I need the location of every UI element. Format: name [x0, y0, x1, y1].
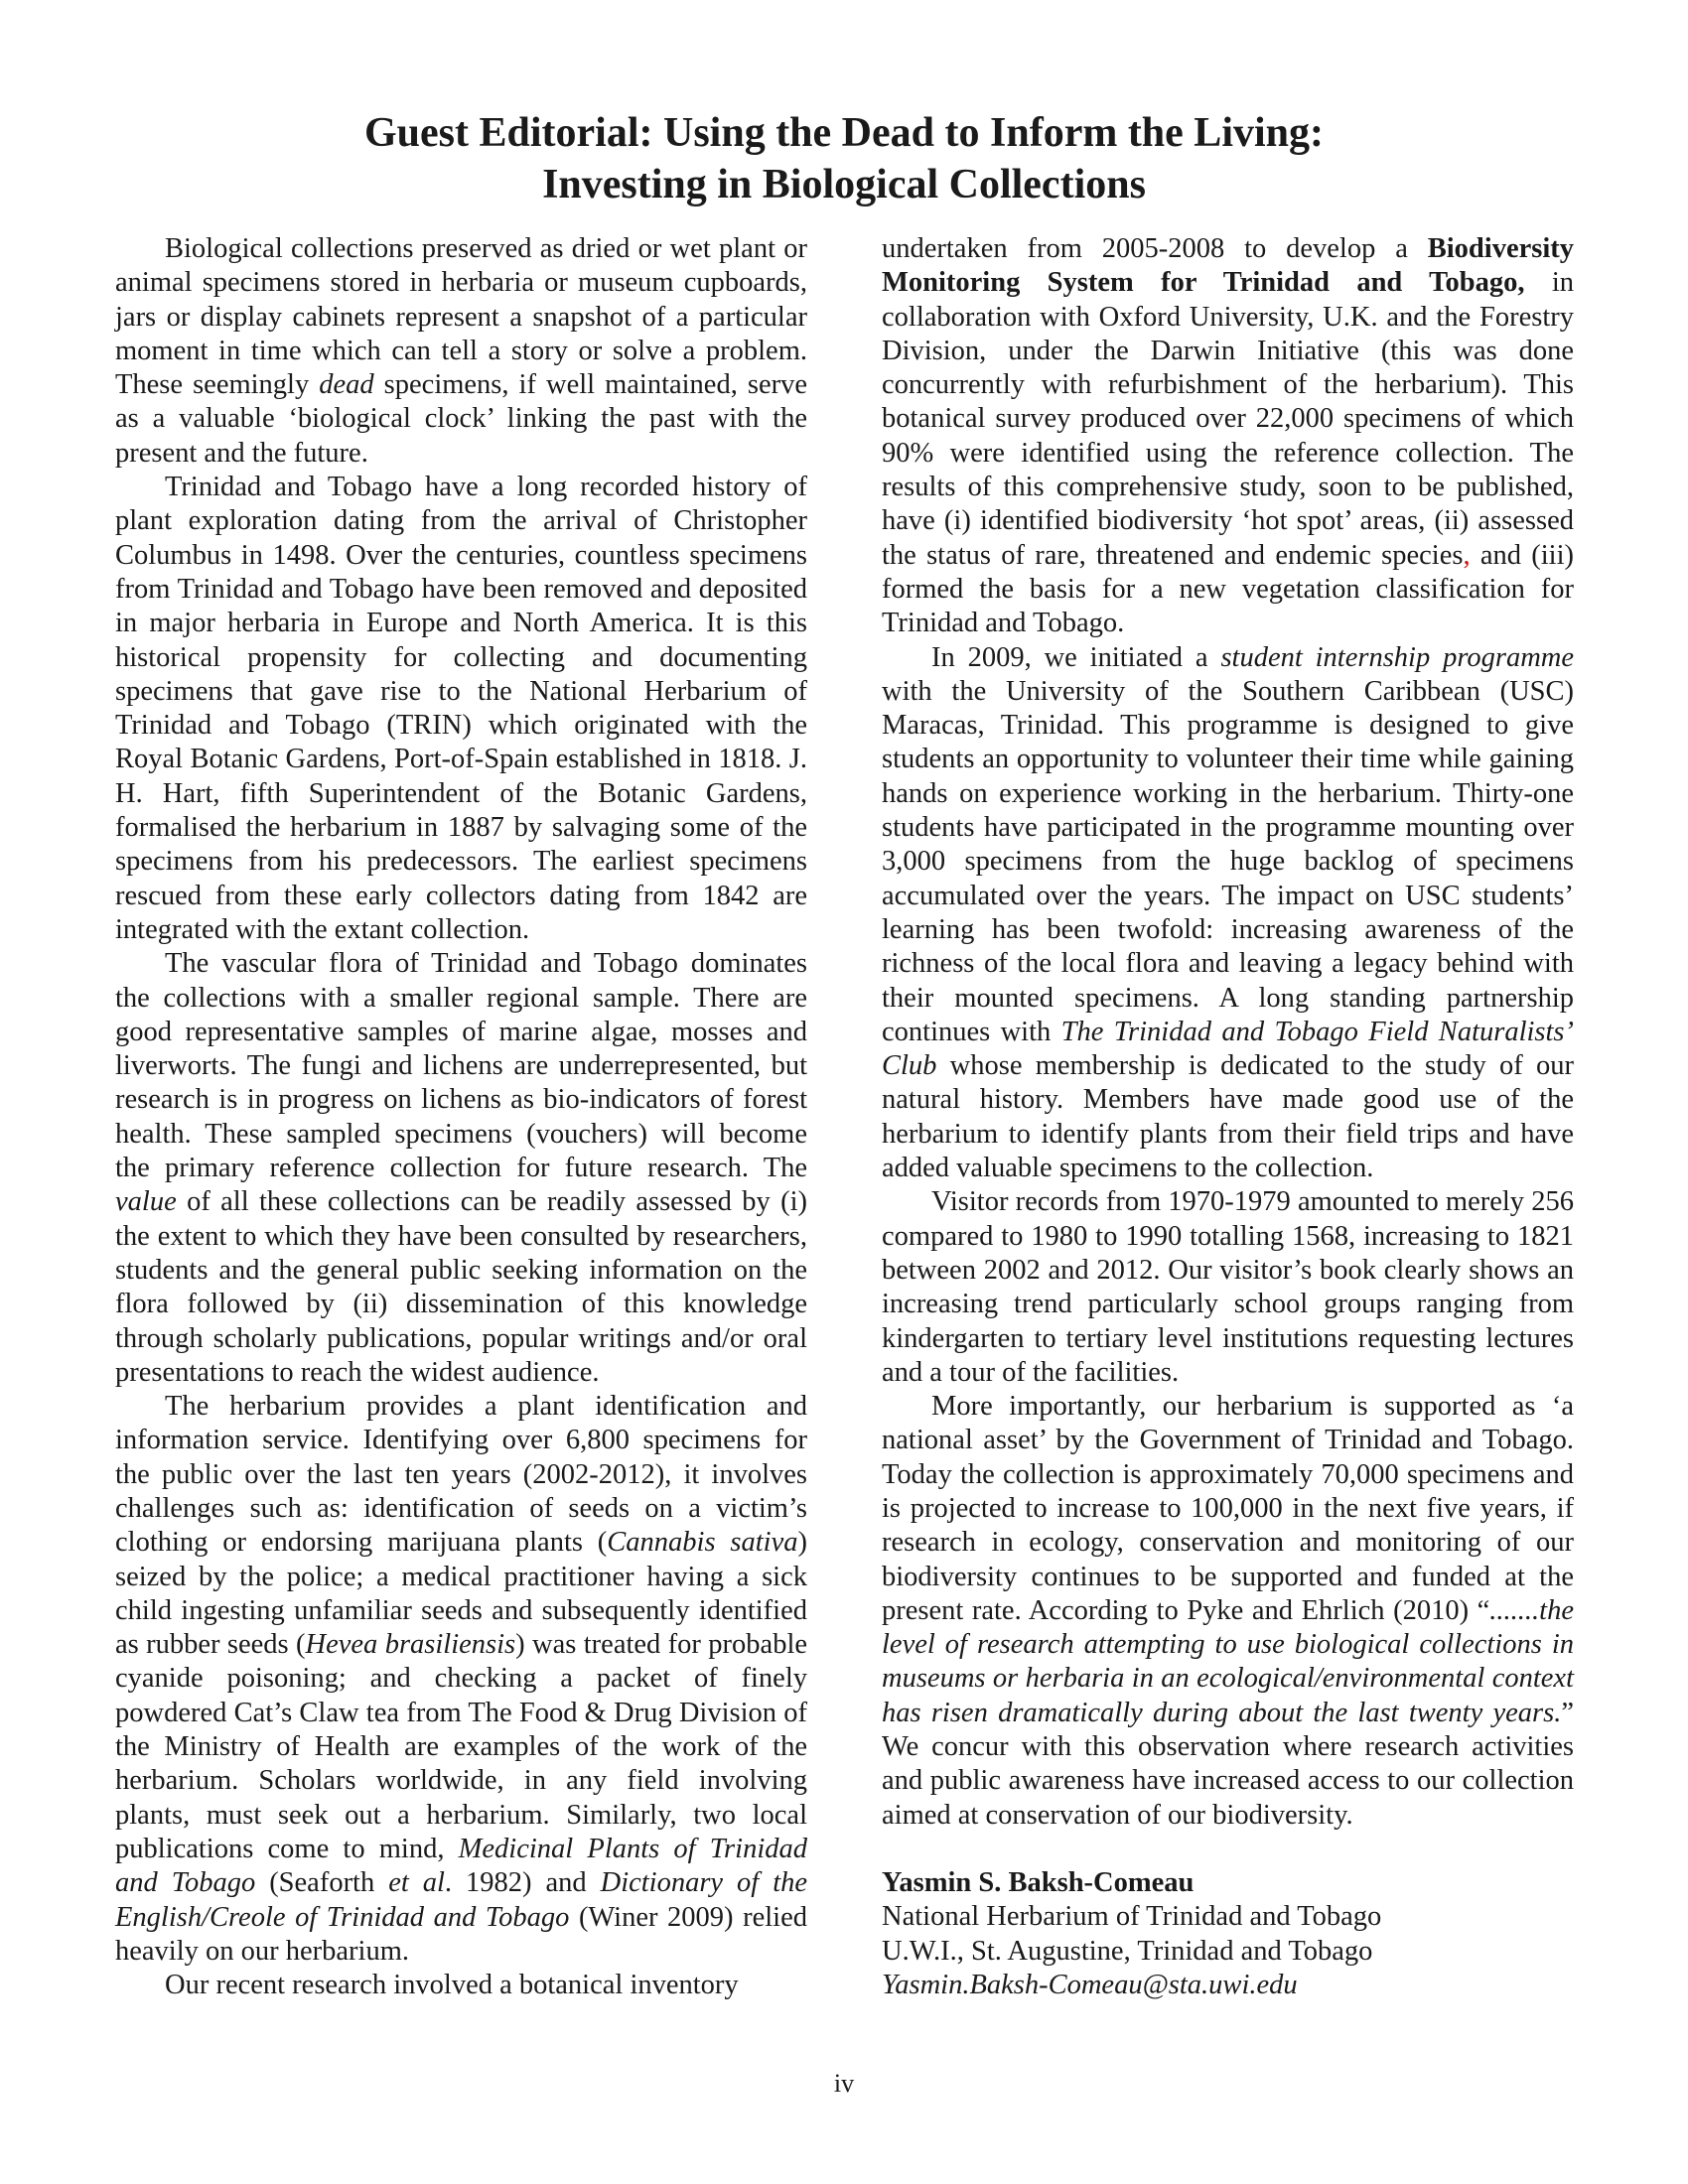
italic-run: Medicinal Plants of Trinidad and Tobago — [115, 1833, 807, 1899]
author-name: Yasmin S. Baksh-Comeau — [882, 1866, 1195, 1898]
highlighted-comma: , — [1463, 539, 1471, 571]
text-run: undertaken from 2005-2008 to develop a — [882, 233, 1428, 264]
paragraph-biological-collections — [115, 232, 807, 471]
italic-run: student internship programme — [1220, 641, 1575, 673]
right-column — [882, 232, 1574, 2002]
italic-run: Dictionary of the English/Creole of Trinidad and Tobago — [115, 1867, 808, 1933]
paragraph-identification-service — [115, 1390, 807, 1969]
text-run: More importantly, our herbarium is supported as ‘a national asset’ by the Government of Trinidad and Tobago. Today the collection is approximately 70,000 specimens and is projected to increase to 100,000 in the next five years, if research in ecology, conservation and monitoring of our biodiversity continues to be supported and funded at the present rate. According to Pyke and Ehrlich (2010) “ — [882, 1391, 1574, 1626]
italic-quote: .......the level of research attempting to use biological collections in museums or herbaria in an ecological/environmental context has risen dramatically during about the last twenty years. — [882, 1594, 1574, 1728]
paragraph-biodiversity-monitoring — [882, 232, 1574, 641]
text-run: Biological collections preserved as dried or wet plant or animal specimens stored in herbaria or museum cupboards, jars or display cabinets represent a snapshot of a particular moment in time which can tell a story or solve a problem. These seemingly — [115, 233, 807, 401]
italic-run: value — [115, 1186, 177, 1218]
text-run: ) was treated for probable cyanide poisoning; and checking a packet of finely powdered Cat’s Claw tea from The Food & Drug Division of the Ministry of Health are examples of the work of the herbarium. Scholars worldwide, in any field involving plants, must seek out a herbarium. Similarly, two local publications come to mind, — [115, 1629, 808, 1864]
text-run: (Seaforth — [255, 1867, 389, 1899]
text-run: in collaboration with Oxford University, U.K. and the Forestry Division, under the Darwin Initiative (this was done concurrently with refurbishment of the herbarium). This botanical survey produced over 22,000 specimens of which 90% were identified using the reference collection. The results of this comprehensive study, soon to be published, have (i) identified biodiversity ‘hot spot’ areas, (ii) assessed the status of rare, threatened and endemic species — [882, 267, 1574, 571]
text-run: (Winer 2009) relied heavily on our herbarium. — [115, 1901, 807, 1967]
text-run: ) seized by the police; a medical practitioner having a sick child ingesting unfamiliar seeds and subsequently identified as rubber seeds ( — [115, 1527, 807, 1661]
title-line-1: Guest Editorial: Using the Dead to Inform the Living: — [364, 110, 1324, 156]
text-run: whose membership is dedicated to the study of our natural history. Members have made good use of the herbarium to identify plants from their field trips and have added valuable specimens to the collection. — [882, 1050, 1574, 1184]
text-run: The herbarium provides a plant identification and information service. Identifying over 6,800 specimens for the public over the last ten years (2002-2012), it involves challenges such as: identification of seeds on a victim’s clothing or endorsing marijuana plants ( — [115, 1391, 807, 1559]
text-run: with the University of the Southern Caribbean (USC) Maracas, Trinidad. This programme is designed to give students an opportunity to volunteer their time while gaining hands on experience working in the herbarium. Thirty-one students have participated in the programme mounting over 3,000 specimens from the huge backlog of specimens accumulated over the years. The impact on USC students’ learning has been twofold: increasing awareness of the richness of the local flora and leaving a legacy behind with their mounted specimens. A long standing partnership continues with — [882, 675, 1574, 1047]
italic-run: The Trinidad and Tobago Field Naturalists’ Club — [882, 1016, 1575, 1082]
title-line-2: Investing in Biological Collections — [542, 162, 1146, 207]
paragraph-vascular-flora — [115, 947, 807, 1390]
signature-block — [882, 1866, 1574, 2002]
text-run: ” We concur with this observation where research activities and public awareness have increased access to our collection aimed at conservation of our biodiversity. — [882, 1697, 1574, 1831]
italic-run: et al — [388, 1867, 445, 1899]
text-run: of all these collections can be readily assessed by (i) the extent to which they have been consulted by researchers, students and the general public seeking information on the flora followed by (ii) dissemination of this knowledge through scholarly publications, popular writings and/or oral presentations to reach the widest audience. — [115, 1186, 807, 1388]
text-run: The vascular flora of Trinidad and Tobago dominates the collections with a smaller regional sample. There are good representative samples of marine algae, mosses and liverworts. The fungi and lichens are underrepresented, but research is in progress on lichens as bio-indicators of forest health. These sampled specimens (vouchers) will become the primary reference collection for future research. The — [115, 948, 807, 1184]
author-address: U.W.I., St. Augustine, Trinidad and Tobago — [882, 1935, 1373, 1967]
text-run: and (iii) formed the basis for a new vegetation classification for Trinidad and Tobago. — [882, 539, 1575, 639]
italic-run: Hevea brasiliensis — [305, 1629, 516, 1661]
paragraph-internship — [882, 641, 1574, 1186]
paragraph-visitor-records: Visitor records from 1970-1979 amounted to merely 256 compared to 1980 to 1990 totalling 1568, increasing to 1821 between 2002 and 2012. Our visitor’s book clearly shows an increasing trend particularly school groups ranging from kindergarten to tertiary level institutions requesting lectures and a tour of the facilities. — [882, 1186, 1574, 1388]
italic-run: Cannabis sativa — [607, 1527, 798, 1559]
editorial-title — [0, 107, 1688, 210]
bold-run: Biodiversity Monitoring System for Trinidad and Tobago, — [882, 233, 1574, 299]
paragraph-history: Trinidad and Tobago have a long recorded history of plant exploration dating from the arrival of Christopher Columbus in 1498. Over the centuries, countless specimens from Trinidad and Tobago have been removed and deposited in major herbaria in Europe and North America. It is this historical propensity for collecting and documenting specimens that gave rise to the National Herbarium of Trinidad and Tobago (TRIN) which originated with the Royal Botanic Gardens, Port-of-Spain established in 1818. J. H. Hart, fifth Superintendent of the Botanic Gardens, formalised the herbarium in 1887 by salvaging some of the specimens from his predecessors. The earliest specimens rescued from these early collectors dating from 1842 are integrated with the extant collection. — [115, 472, 807, 945]
paragraph-recent-research: Our recent research involved a botanical inventory — [165, 1970, 739, 2001]
text-run: In 2009, we initiated a — [931, 641, 1221, 673]
text-run: . 1982) and — [444, 1867, 601, 1899]
author-email: Yasmin.Baksh-Comeau@sta.uwi.edu — [882, 1969, 1298, 2000]
left-column — [115, 232, 807, 2002]
text-run: specimens, if well maintained, serve as a valuable ‘biological clock’ linking the past with the present and the future. — [115, 369, 807, 469]
italic-run: dead — [319, 369, 374, 401]
paragraph-national-asset — [882, 1390, 1574, 1833]
page-number: iv — [833, 2069, 855, 2098]
author-affiliation: National Herbarium of Trinidad and Tobago — [882, 1901, 1382, 1933]
